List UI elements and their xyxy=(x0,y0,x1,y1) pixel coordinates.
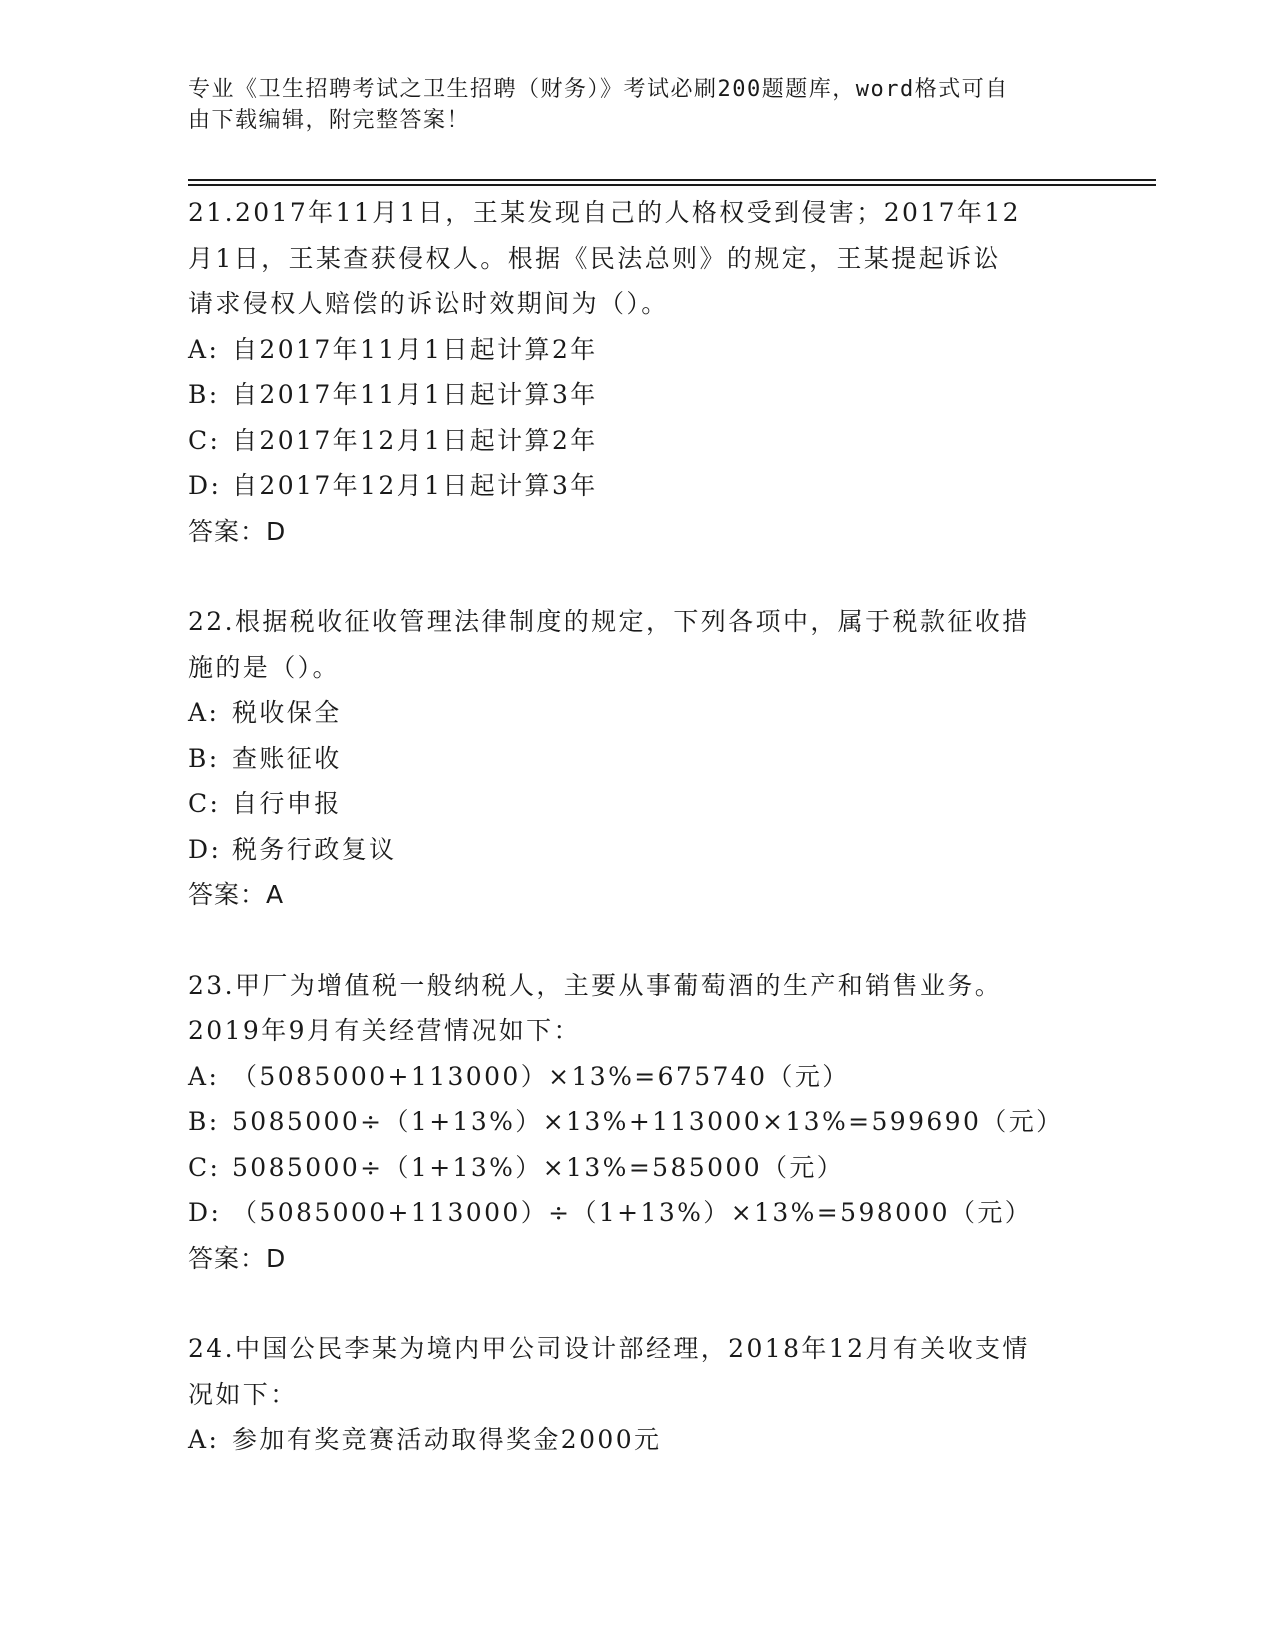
option-text: 自2017年11月1日起计算3年 xyxy=(232,380,598,409)
question-stem xyxy=(188,963,1088,1054)
stem-line: 24.中国公民李某为境内甲公司设计部经理，2018年12月有关收支情 xyxy=(188,1334,1030,1363)
option-d xyxy=(188,463,1088,509)
option-letter: B: xyxy=(188,380,220,409)
header-title-line-2: 由下载编辑，附完整答案！ xyxy=(188,108,471,133)
header-title-line-1: 专业《卫生招聘考试之卫生招聘（财务）》考试必刷200题题库，word格式可自 xyxy=(188,77,1009,102)
header-divider-top xyxy=(188,179,1156,181)
option-b xyxy=(188,736,1088,782)
answer-line: 答案：D xyxy=(188,1243,287,1273)
option-letter: C: xyxy=(188,789,221,818)
question-stem xyxy=(188,599,1088,690)
option-text: 自2017年12月1日起计算3年 xyxy=(232,471,598,500)
option-c xyxy=(188,781,1088,827)
option-letter: D: xyxy=(188,834,222,864)
stem-line: 21.2017年11月1日，王某发现自己的人格权受到侵害；2017年12 xyxy=(188,198,1021,227)
option-letter: C: xyxy=(188,425,221,455)
option-a xyxy=(188,327,1088,373)
stem-line: 况如下： xyxy=(188,1379,298,1409)
question-list xyxy=(188,190,1088,1463)
option-letter: B: xyxy=(188,743,220,773)
question-spacer xyxy=(188,918,1088,963)
header-divider-bottom xyxy=(188,184,1156,186)
option-d xyxy=(188,827,1088,873)
stem-line: 2019年9月有关经营情况如下： xyxy=(188,1016,581,1045)
answer-line: 答案：D xyxy=(188,516,287,546)
question-23 xyxy=(188,963,1088,1282)
stem-line: 22.根据税收征收管理法律制度的规定，下列各项中，属于税款征收措 xyxy=(188,607,1030,636)
option-a xyxy=(188,1417,1088,1463)
option-letter: B: xyxy=(188,1107,220,1136)
option-c xyxy=(188,418,1088,464)
answer-line: 答案：A xyxy=(188,880,285,909)
option-a xyxy=(188,690,1088,736)
option-text: （5085000+113000）÷（1+13%）×13%=598000（元） xyxy=(232,1198,1033,1227)
option-letter: A: xyxy=(188,698,220,727)
option-text: 参加有奖竞赛活动取得奖金2000元 xyxy=(232,1425,662,1454)
option-text: 查账征收 xyxy=(232,743,342,773)
option-letter: D: xyxy=(188,471,222,500)
option-a xyxy=(188,1054,1088,1100)
stem-line: 施的是（）。 xyxy=(188,652,340,682)
option-c xyxy=(188,1145,1088,1191)
option-b xyxy=(188,1099,1088,1145)
option-d xyxy=(188,1190,1088,1236)
document-header xyxy=(188,74,1068,136)
question-stem xyxy=(188,1326,1088,1417)
option-letter: A: xyxy=(188,1061,220,1091)
question-stem xyxy=(188,190,1088,327)
option-letter: D: xyxy=(188,1198,222,1227)
option-letter: C: xyxy=(188,1152,221,1182)
option-text: 税收保全 xyxy=(232,698,342,727)
option-letter: A: xyxy=(188,1425,220,1454)
option-text: （5085000+113000）×13%=675740（元） xyxy=(232,1061,850,1091)
stem-line: 请求侵权人赔偿的诉讼时效期间为（）。 xyxy=(188,289,669,318)
question-spacer xyxy=(188,554,1088,599)
option-text: 5085000÷（1+13%）×13%+113000×13%=599690（元） xyxy=(232,1107,1064,1136)
option-text: 税务行政复议 xyxy=(232,834,397,864)
option-text: 自2017年11月1日起计算2年 xyxy=(232,334,598,364)
option-text: 自行申报 xyxy=(232,789,342,818)
option-b xyxy=(188,372,1088,418)
option-text: 自2017年12月1日起计算2年 xyxy=(232,425,598,455)
stem-line: 23.甲厂为增值税一般纳税人，主要从事葡萄酒的生产和销售业务。 xyxy=(188,970,1003,1000)
option-letter: A: xyxy=(188,334,220,364)
question-24 xyxy=(188,1326,1088,1463)
stem-line: 月1日，王某查获侵权人。根据《民法总则》的规定，王某提起诉讼 xyxy=(188,243,1001,273)
option-text: 5085000÷（1+13%）×13%=585000（元） xyxy=(232,1152,845,1182)
question-spacer xyxy=(188,1281,1088,1326)
question-21 xyxy=(188,190,1088,554)
question-22 xyxy=(188,599,1088,918)
